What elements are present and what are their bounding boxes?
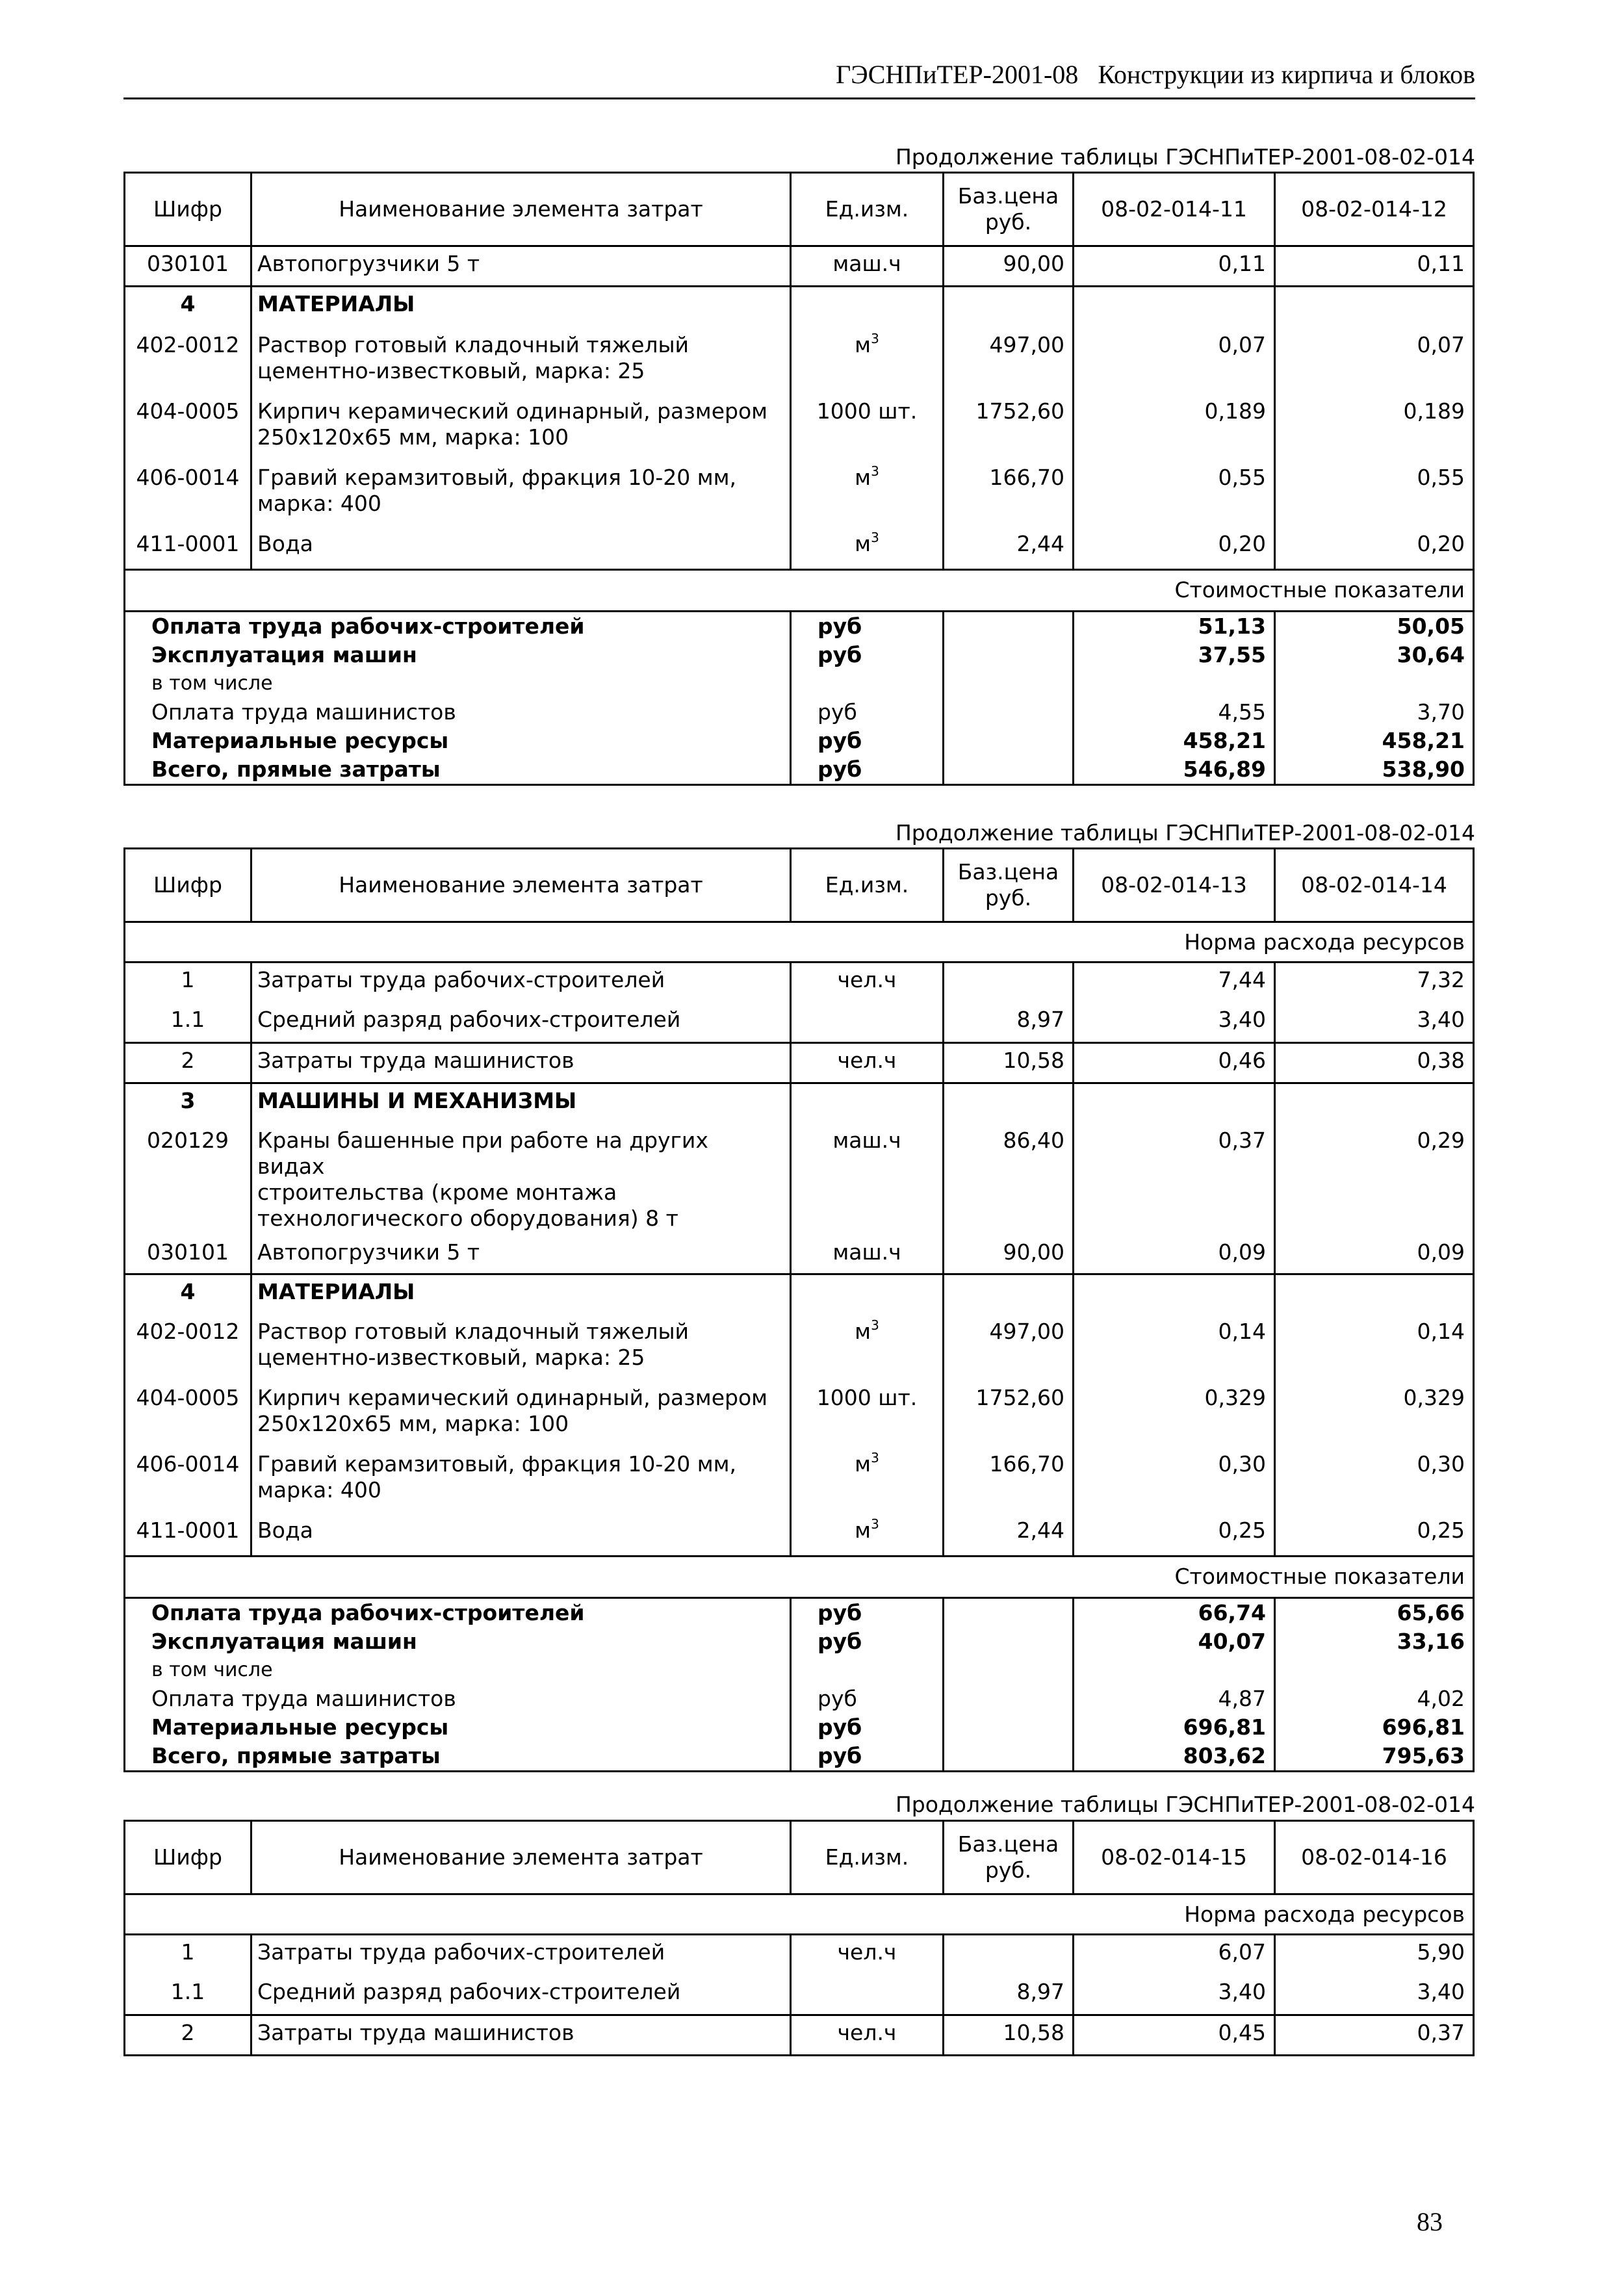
table-row: 030101 Автопогрузчики 5 т маш.ч 90,00 0,11 0,11 (125, 246, 1474, 287)
column-header-code: Шифр (125, 173, 251, 246)
resource-table-3 (123, 1820, 1475, 2056)
column-header-price: Баз.цена руб. (944, 173, 1074, 246)
column-header-norm-2: 08-02-014-16 (1275, 1821, 1474, 1894)
table-caption: Продолжение таблицы ГЭСНПиТЕР-2001-08-02-014 (895, 144, 1475, 170)
table-row: 404-0005 Кирпич керамический одинарный, размером 250x120x65 мм, марка: 100 1000 шт. 1752,60 0,329 0,329 (125, 1381, 1474, 1447)
table-row: 2 Затраты труда машинистов чел.ч 10,58 0,45 0,37 (125, 2015, 1474, 2056)
cost-row: в том числе (125, 669, 1474, 698)
column-header-unit: Ед.изм. (791, 849, 944, 922)
column-header-code: Шифр (125, 1821, 251, 1894)
table-row: 1.1 Средний разряд рабочих-строителей 8,97 3,40 3,40 (125, 1975, 1474, 2015)
column-header-price: Баз.цена руб. (944, 1821, 1074, 1894)
table-caption: Продолжение таблицы ГЭСНПиТЕР-2001-08-02-014 (895, 820, 1475, 846)
cost-row: в том числе (125, 1656, 1474, 1685)
column-header-norm-1: 08-02-014-11 (1074, 173, 1275, 246)
column-header-name: Наименование элемента затрат (251, 1821, 791, 1894)
column-header-norm-1: 08-02-014-13 (1074, 849, 1275, 922)
page-header (123, 52, 1475, 99)
column-header-unit: Ед.изм. (791, 173, 944, 246)
section-row-machines: 3 МАШИНЫ И МЕХАНИЗМЫ (125, 1083, 1474, 1124)
table-header-row (125, 849, 1474, 922)
column-header-norm-1: 08-02-014-15 (1074, 1821, 1275, 1894)
column-header-norm-2: 08-02-014-14 (1275, 849, 1474, 922)
column-header-price: Баз.цена руб. (944, 849, 1074, 922)
column-header-name: Наименование элемента затрат (251, 173, 791, 246)
cost-row: Оплата труда машинистов руб 4,87 4,02 (125, 1685, 1474, 1713)
section-row-materials: 4 МАТЕРИАЛЫ (125, 1274, 1474, 1315)
table-row: 1 Затраты труда рабочих-строителей чел.ч 6,07 5,90 (125, 1935, 1474, 1975)
cost-row: Материальные ресурсы руб 458,21 458,21 (125, 727, 1474, 755)
table-row: 402-0012 Раствор готовый кладочный тяжелый цементно-известковый, марка: 25 $м^3$ 497,00 0,14 0,14 (125, 1315, 1474, 1381)
document-title: Конструкции из кирпича и блоков (1098, 60, 1475, 89)
table-caption: Продолжение таблицы ГЭСНПиТЕР-2001-08-02-014 (895, 1792, 1475, 1817)
table-row: 020129 Краны башенные при работе на других видах строительства (кроме монтажа технологического оборудования) 8 т маш.ч 86,40 0,37 0,29 (125, 1124, 1474, 1235)
table-row: 2 Затраты труда машинистов чел.ч 10,58 0,46 0,38 (125, 1043, 1474, 1083)
cost-row: Оплата труда машинистов руб 4,55 3,70 (125, 698, 1474, 727)
table-row: 411-0001 Вода $м^3$ 2,44 0,25 0,25 (125, 1514, 1474, 1557)
cost-row-total: Всего, прямые затраты руб 803,62 795,63 (125, 1742, 1474, 1772)
column-header-norm-2: 08-02-014-12 (1275, 173, 1474, 246)
column-header-name: Наименование элемента затрат (251, 849, 791, 922)
cost-header-row: Стоимостные показатели (125, 1557, 1474, 1598)
table-row: 1 Затраты труда рабочих-строителей чел.ч 7,44 7,32 (125, 963, 1474, 1003)
cost-row: Оплата труда рабочих-строителей руб 66,74 65,66 (125, 1598, 1474, 1628)
document-code: ГЭСНПиТЕР-2001-08 (836, 60, 1079, 89)
cost-row: Оплата труда рабочих-строителей руб 51,13 50,05 (125, 612, 1474, 641)
column-header-unit: Ед.изм. (791, 1821, 944, 1894)
table-row: 411-0001 Вода $м^3$ 2,44 0,20 0,20 (125, 527, 1474, 570)
table-header-row (125, 173, 1474, 246)
table-row: 1.1 Средний разряд рабочих-строителей 8,97 3,40 3,40 (125, 1003, 1474, 1043)
cost-header-row: Стоимостные показатели (125, 570, 1474, 612)
resource-table-1 (123, 172, 1475, 786)
column-header-code: Шифр (125, 849, 251, 922)
table-row: 404-0005 Кирпич керамический одинарный, размером 250x120x65 мм, марка: 100 1000 шт. 1752,60 0,189 0,189 (125, 394, 1474, 461)
table-row: 030101 Автопогрузчики 5 т маш.ч 90,00 0,09 0,09 (125, 1235, 1474, 1274)
table-row: 406-0014 Гравий керамзитовый, фракция 10-20 мм, марка: 400 $м^3$ 166,70 0,30 0,30 (125, 1447, 1474, 1514)
cost-row: Эксплуатация машин руб 37,55 30,64 (125, 641, 1474, 669)
norm-header-row: Норма расхода ресурсов (125, 1894, 1474, 1935)
norm-header-row: Норма расхода ресурсов (125, 922, 1474, 963)
page-number: 83 (1417, 2207, 1443, 2236)
cost-row-total: Всего, прямые затраты руб 546,89 538,90 (125, 755, 1474, 785)
cost-row: Материальные ресурсы руб 696,81 696,81 (125, 1713, 1474, 1742)
resource-table-2 (123, 847, 1475, 1772)
cost-row: Эксплуатация машин руб 40,07 33,16 (125, 1627, 1474, 1656)
table-header-row (125, 1821, 1474, 1894)
table-row: 402-0012 Раствор готовый кладочный тяжелый цементно-известковый, марка: 25 $м^3$ 497,00 0,07 0,07 (125, 328, 1474, 394)
section-row-materials: 4 МАТЕРИАЛЫ (125, 287, 1474, 328)
table-row: 406-0014 Гравий керамзитовый, фракция 10-20 мм, марка: 400 $м^3$ 166,70 0,55 0,55 (125, 461, 1474, 527)
